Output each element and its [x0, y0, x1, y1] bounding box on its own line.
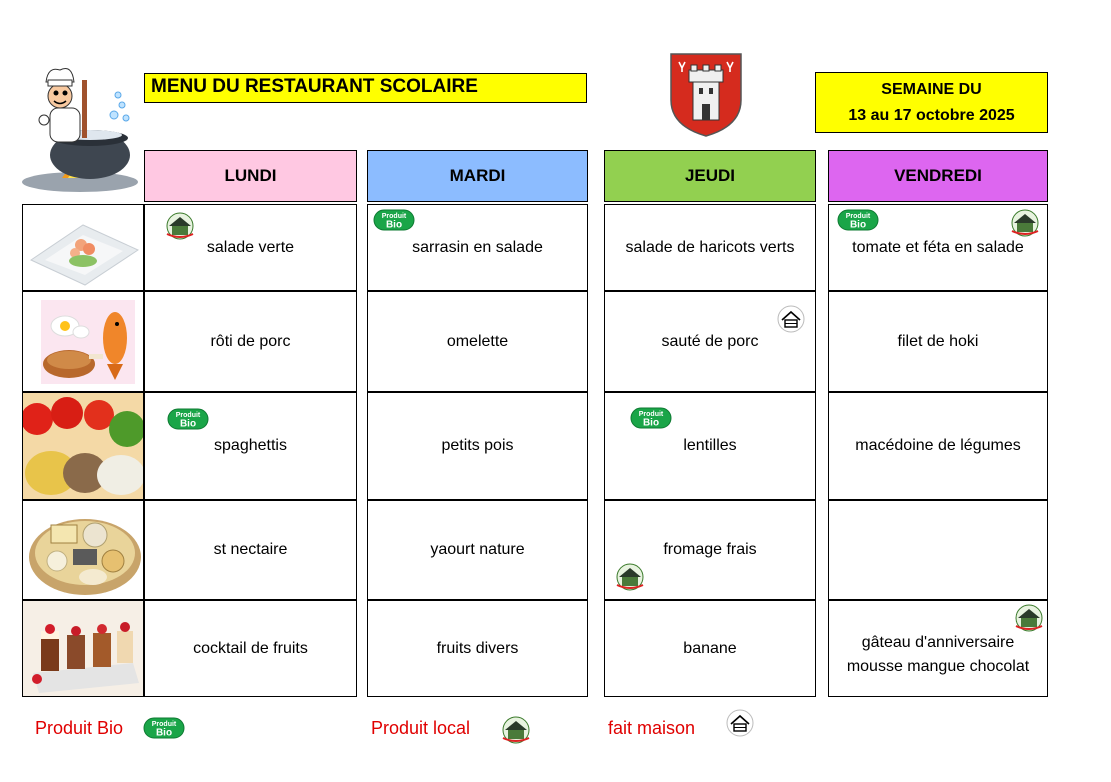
menu-cell-jeudi-dessert: banane — [604, 600, 816, 697]
bio-badge-bottom: Bio — [179, 418, 197, 430]
week-box — [815, 72, 1048, 133]
menu-cell-jeudi-dairy: fromage frais — [604, 500, 816, 600]
menu-cell-mardi-main: omelette — [367, 291, 588, 392]
local-product-icon — [163, 210, 197, 240]
menu-cell-jeudi-starter: salade de haricots verts — [604, 204, 816, 291]
bio-label-icon — [630, 407, 672, 429]
dessert-image — [22, 600, 144, 697]
menu-title-text: MENU DU RESTAURANT SCOLAIRE — [151, 76, 478, 97]
bio-label-icon — [143, 717, 185, 739]
main-course-image — [22, 291, 144, 392]
cheese-image — [22, 500, 144, 600]
side-dish-image — [22, 392, 144, 500]
menu-cell-mardi-starter: sarrasin en salade — [367, 204, 588, 291]
day-header-lundi: LUNDI — [144, 150, 357, 202]
bio-badge-top: Produit — [381, 213, 407, 220]
menu-cell-lundi-main: rôti de porc — [144, 291, 357, 392]
chef-illustration — [22, 60, 142, 195]
day-header-mardi: MARDI — [367, 150, 588, 202]
menu-cell-mardi-dessert: fruits divers — [367, 600, 588, 697]
menu-title — [144, 73, 587, 103]
menu-cell-jeudi-main: sauté de porc — [604, 291, 816, 392]
menu-cell-jeudi-side: lentilles — [604, 392, 816, 500]
menu-cell-lundi-dessert: cocktail de fruits — [144, 600, 357, 697]
local-product-icon — [1008, 207, 1042, 237]
town-crest-logo — [669, 52, 743, 138]
bio-badge-bottom: Bio — [849, 219, 867, 231]
legend-house-label: fait maison — [608, 718, 696, 738]
menu-cell-mardi-side: petits pois — [367, 392, 588, 500]
bio-badge-top: Produit — [845, 213, 871, 220]
menu-cell-mardi-dairy: yaourt nature — [367, 500, 588, 600]
bio-badge-top: Produit — [151, 721, 177, 728]
menu-item-gateau: gâteau d'anniversaire — [861, 633, 1015, 651]
menu-item-mousse: mousse mangue chocolat — [846, 657, 1030, 675]
bio-badge-bottom: Bio — [155, 727, 173, 739]
bio-label-icon — [837, 209, 879, 231]
local-product-icon — [499, 714, 533, 744]
menu-cell-lundi-dairy: st nectaire — [144, 500, 357, 600]
homemade-house-icon — [774, 304, 808, 334]
day-header-jeudi: JEUDI — [604, 150, 816, 202]
menu-cell-lundi-side: spaghettis — [144, 392, 357, 500]
local-product-icon — [613, 561, 647, 591]
bio-badge-top: Produit — [638, 411, 664, 418]
bio-badge-bottom: Bio — [385, 219, 403, 231]
bio-badge-top: Produit — [175, 412, 201, 419]
day-header-vendredi: VENDREDI — [828, 150, 1048, 202]
bio-badge-bottom: Bio — [642, 417, 660, 429]
legend-local-label: Produit local — [371, 718, 471, 738]
menu-cell-vendredi-main: filet de hoki — [828, 291, 1048, 392]
week-dates: 13 au 17 octobre 2025 — [848, 107, 1015, 124]
legend-bio-label: Produit Bio — [35, 718, 124, 738]
menu-cell-vendredi-side: macédoine de légumes — [828, 392, 1048, 500]
starter-image — [22, 204, 144, 291]
bio-label-icon — [167, 408, 209, 430]
homemade-house-icon — [723, 708, 757, 738]
local-product-icon — [1012, 602, 1046, 632]
menu-cell-vendredi-starter: tomate et féta en salade — [828, 204, 1048, 291]
week-label: SEMAINE DU — [881, 81, 982, 98]
menu-cell-vendredi-dairy — [828, 500, 1048, 600]
bio-label-icon — [373, 209, 415, 231]
menu-cell-lundi-starter: salade verte — [144, 204, 357, 291]
